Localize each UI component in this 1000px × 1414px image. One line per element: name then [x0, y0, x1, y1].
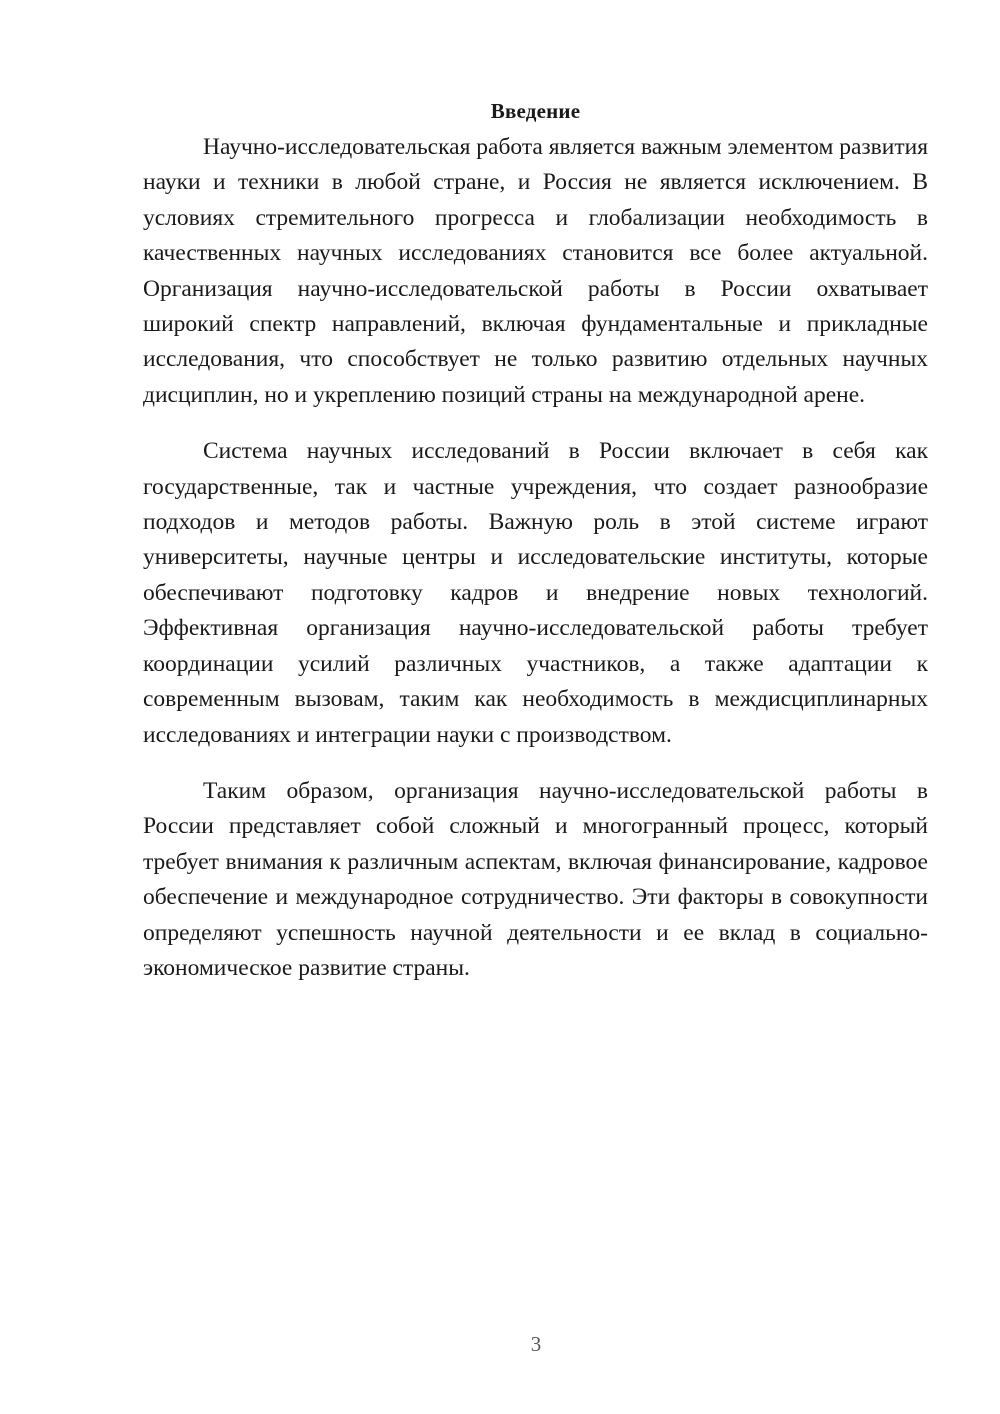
paragraph-1: Научно-исследовательская работа является важным элементом развития науки и техники в любой стране, и Россия не является исключением. В условиях стремительного прогресса и глобализации необходимость в качественных научных исследованиях становится все более актуальной. Организация научно-исследовательской работы в России охватывает широкий спектр направлений, включая фундаментальные и прикладные исследования, что способствует не только развитию отдельных научных дисциплин, но и укреплению позиций страны на международной арене. — [143, 134, 929, 408]
page-number: 3 — [530, 1332, 542, 1356]
paragraph-3: Таким образом, организация научно-исследовательской работы в России представляет собой сложный и многогранный процесс, который требует внимания к различным аспектам, включая финансирование, кадровое обеспечение и международное сотрудничество. Эти факторы в совокупности определяют успешность научной деятельности и ее вклад в социально-экономическое развитие страны. — [143, 777, 928, 981]
page-content — [143, 92, 928, 1007]
paragraph-2: Система научных исследований в России включает в себя как государственные, так и частные учреждения, что создает разнообразие подходов и методов работы. Важную роль в этой системе играют университеты, научные центры и исследовательские институты, которые обеспечивают подготовку кадров и внедрение новых технологий. Эффективная организация научно-исследовательской работы требует координации усилий различных участников, а также адаптации к современным вызовам, таким как необходимость в междисциплинарных исследованиях и интеграции науки с производством. — [143, 438, 928, 748]
section-heading: Введение — [490, 99, 581, 123]
